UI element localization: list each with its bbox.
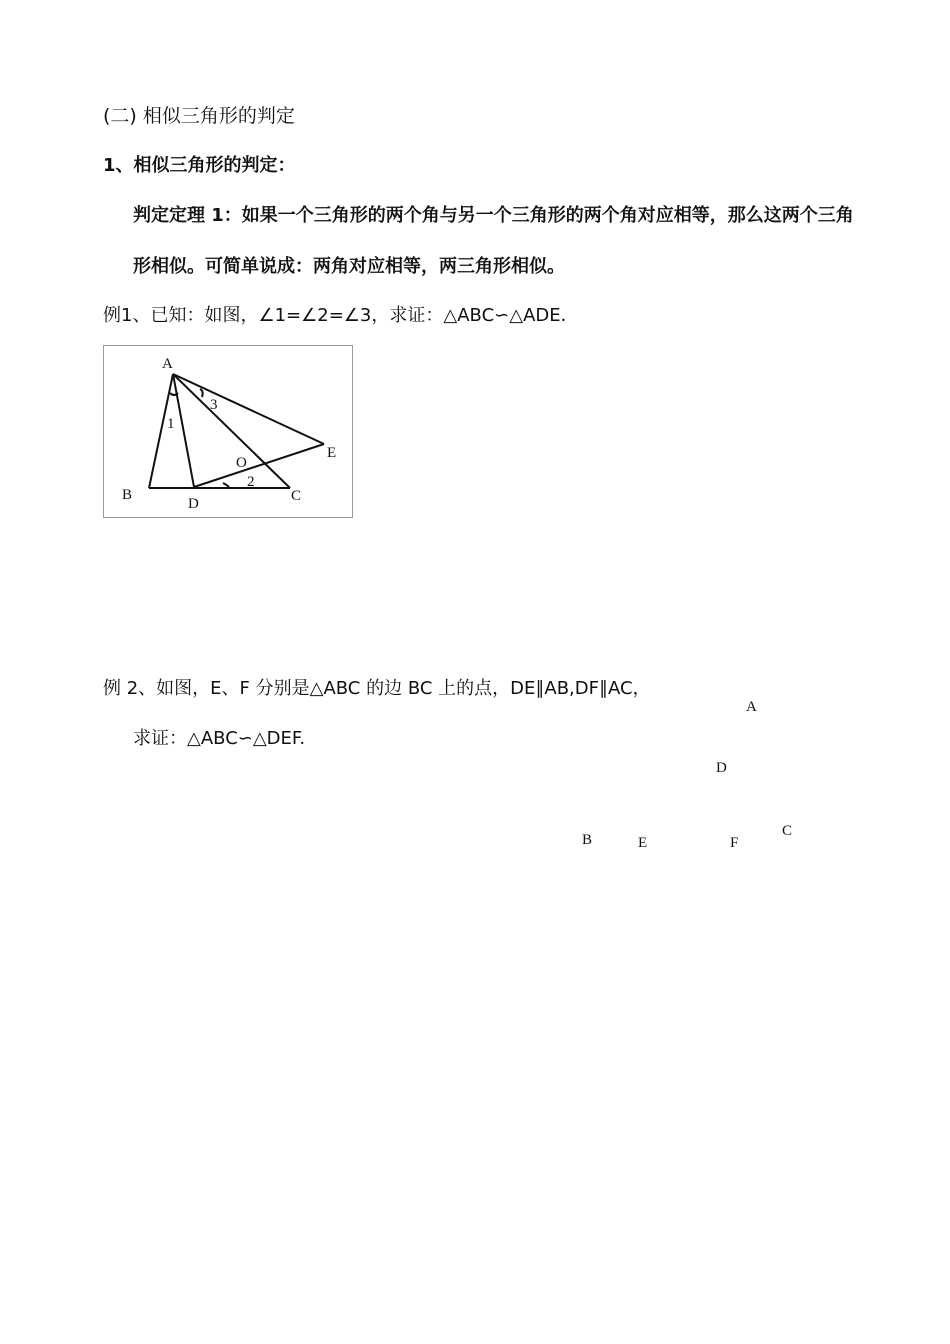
example-2-prove: 求证：△ABC∽△DEF. — [133, 728, 306, 749]
fig2-point-c: C — [782, 823, 793, 839]
point-d-label: D — [188, 496, 199, 512]
angle-3-arc — [200, 389, 203, 397]
fig2-point-f: F — [730, 835, 739, 851]
segment-de — [194, 444, 324, 487]
fig2-point-a: A — [746, 699, 757, 715]
angle-2-label: 2 — [247, 474, 255, 490]
point-o-label: O — [236, 455, 247, 471]
point-c-label: C — [291, 488, 302, 504]
angle-1-label: 1 — [167, 416, 175, 432]
angle-2-arc — [223, 483, 229, 487]
fig2-point-e: E — [638, 835, 648, 851]
example-2-statement: 例 2、如图，E、F 分别是△ABC 的边 BC 上的点，DE∥AB,DF∥AC， — [103, 678, 651, 699]
section-title: (二) 相似三角形的判定 — [103, 105, 295, 127]
theorem-line-2: 形相似。可简单说成：两角对应相等，两三角形相似。 — [133, 256, 565, 277]
angle-3-label: 3 — [210, 397, 218, 413]
angle-1-arc — [170, 393, 178, 395]
theorem-line-1: 判定定理 1：如果一个三角形的两个角与另一个三角形的两个角对应相等，那么这两个三角 — [133, 205, 854, 226]
point-e-label: E — [327, 445, 337, 461]
subheading: 1、相似三角形的判定： — [103, 155, 296, 176]
point-b-label: B — [122, 487, 133, 503]
triangle-diagram — [104, 346, 352, 517]
segment-ae — [173, 374, 324, 444]
fig2-point-d: D — [716, 760, 727, 776]
example-1-figure — [103, 345, 353, 518]
fig2-point-b: B — [582, 832, 593, 848]
example-1-statement: 例1、已知：如图，∠1=∠2=∠3，求证：△ABC∽△ADE． — [103, 305, 579, 326]
point-a-label: A — [162, 356, 173, 372]
